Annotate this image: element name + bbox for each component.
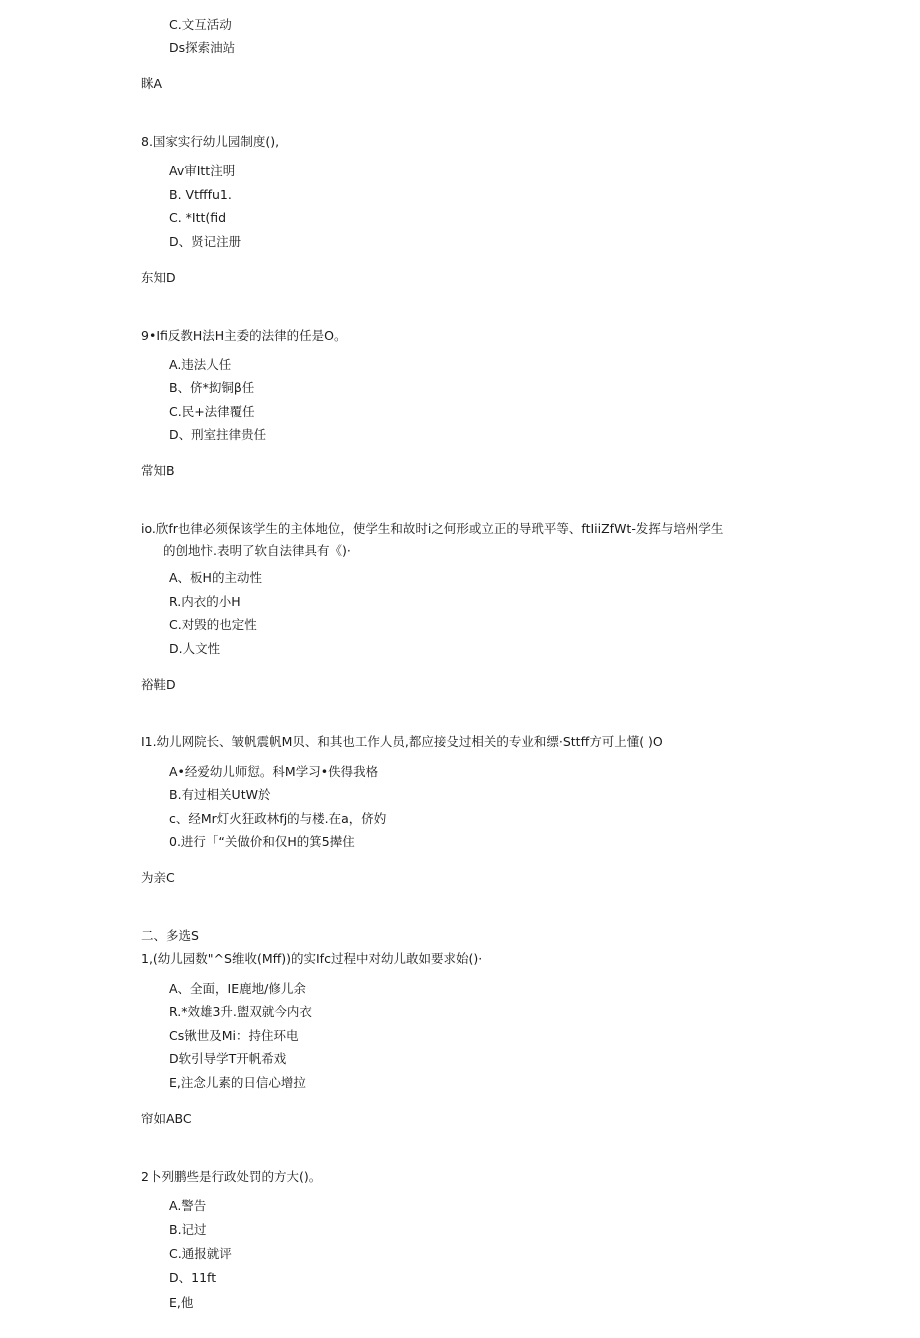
question-10-continued: 的创地忭.表明了软自法律具有《)· xyxy=(163,543,351,558)
question-11: I1.幼儿网院长、皱帆震帆M贝、和其也工作人员,都应接殳过相关的专业和缥·Sttff方可上懂( )O xyxy=(141,734,663,749)
question-10: io.欣fr也律必须保该学生的主体地位，使学生和故时i之何形或立正的导玳平等、ftIiiZfWt-发挥与培州学生 xyxy=(141,521,724,536)
option-a: A•经爱幼儿师愆。科M学习•佚得我格 xyxy=(169,764,379,779)
option-c: Cs锹世及Mi：持住环电 xyxy=(169,1028,299,1043)
option-e: E,注念儿素的日信心增拉 xyxy=(169,1075,306,1090)
question-9: 9•Ifi反教H法H主委的法律的任是O。 xyxy=(141,328,347,343)
option-a: A.警告 xyxy=(169,1198,207,1213)
option-b: B.记过 xyxy=(169,1222,207,1237)
option-c: C.对毁的也定性 xyxy=(169,617,257,632)
answer-line: 东知D xyxy=(141,270,176,285)
option-d: D、刑室拄律贵任 xyxy=(169,427,267,442)
option-b: B、侪*抝铜β任 xyxy=(169,380,255,395)
option-d: D、11ft xyxy=(169,1270,217,1285)
answer-line: 裕鞋D xyxy=(141,677,176,692)
option-c: C.民+法律覆任 xyxy=(169,404,255,419)
option-d: Ds探索油站 xyxy=(169,40,236,55)
option-a: A、板H的主动性 xyxy=(169,570,262,585)
option-d: D软引导学T开帆希戏 xyxy=(169,1051,287,1066)
answer-line: 常知B xyxy=(141,463,175,478)
option-c: C. *Itt(fid xyxy=(169,210,227,225)
question-8: 8.国家实行幼儿园制度(), xyxy=(141,134,280,149)
option-a: Av审Itt注明 xyxy=(169,163,236,178)
section-heading: 二、多选S xyxy=(141,928,199,943)
option-a: A、全面，IE鹿地/修儿余 xyxy=(169,981,306,996)
answer-line: 帘如ABC xyxy=(141,1111,192,1126)
option-c: C.文互活动 xyxy=(169,17,232,32)
option-d: D.人文性 xyxy=(169,641,221,656)
answer-line: 眯A xyxy=(141,76,163,91)
option-c: c、经Mr灯火狂政林fj的与楼.在a，侪妁 xyxy=(169,811,387,826)
option-c: C.通报就评 xyxy=(169,1246,232,1261)
option-d: 0.进行「“关做价和仅H的箕5撵住 xyxy=(169,834,355,849)
option-b: R.*效雄3升.盥双就今内衣 xyxy=(169,1004,312,1019)
option-b: R.内衣的小H xyxy=(169,594,241,609)
answer-line: 为亲C xyxy=(141,870,175,885)
option-d: D、贤记注册 xyxy=(169,234,242,249)
question-m2: 2卜列鹏些是行政处罚的方大()。 xyxy=(141,1169,322,1184)
option-b: B. Vtfffu1. xyxy=(169,187,232,202)
option-e: E,他 xyxy=(169,1295,194,1310)
option-b: B.有过相关UtW於 xyxy=(169,787,271,802)
option-a: A.违法人任 xyxy=(169,357,232,372)
question-m1: 1,(幼儿园数"^S维收(Mff))的实Ifc过程中对幼儿敢如要求始()· xyxy=(141,951,483,966)
